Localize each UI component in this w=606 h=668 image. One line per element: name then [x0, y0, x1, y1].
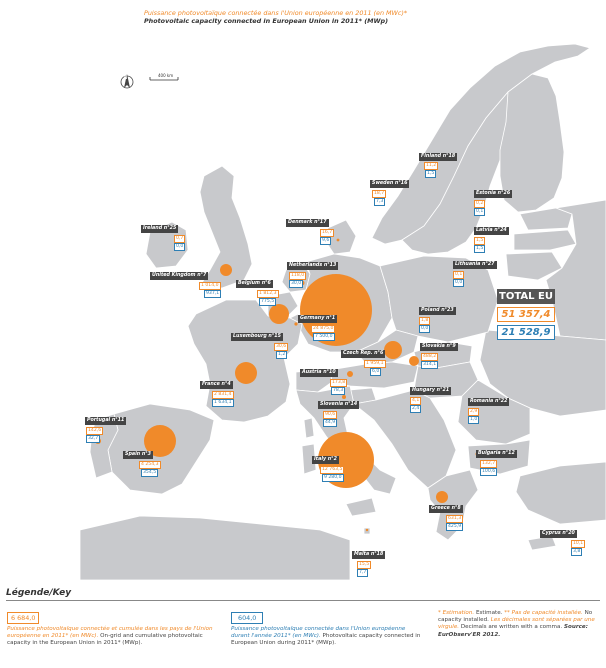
country-label: Finland n°18	[421, 154, 456, 159]
cumulated-value: 1 959,1	[366, 361, 384, 366]
cumulated-value: 0,7	[176, 236, 184, 241]
annual-value: 1,0	[470, 417, 478, 422]
annual-value: 314,1	[423, 362, 437, 367]
circle-denmark	[337, 239, 340, 242]
note-estimation-fr: * Estimation.	[438, 610, 475, 616]
country-label: Bulgaria n°12	[478, 451, 515, 456]
cumulated-value: 18,7	[374, 191, 385, 196]
country-label: Spain n°3	[125, 452, 152, 457]
compass-label: N	[124, 76, 128, 81]
note-estimation-en: Estimate.	[475, 610, 503, 616]
annual-value: 7,3	[376, 199, 384, 204]
circle-uk	[220, 264, 232, 276]
country-label: Poland n°23	[421, 308, 454, 313]
country-label: Germany n°1	[300, 316, 336, 321]
annual-value: 2,4	[412, 406, 420, 411]
country-label: Sweden n°16	[372, 181, 408, 186]
cyprus-shape	[528, 536, 556, 550]
country-label: Czech Rep. n°6	[343, 351, 384, 356]
cumulated-value: 142,6	[88, 428, 102, 433]
annual-value: 937,1	[206, 291, 220, 296]
cumulated-value: 16,7	[322, 230, 333, 235]
legend-annual-en: Photovoltaic capacity connected in European Union during 2011* (MWp).	[231, 633, 421, 647]
country-label: Estonia n°26	[476, 191, 511, 196]
cumulated-value: 173,8	[332, 380, 346, 385]
country-label: United Kingdom n°7	[152, 273, 207, 278]
legend-source: Source: EurObserv'ER 2012.	[438, 624, 588, 638]
annual-value: 6,0	[372, 369, 380, 374]
cumulated-value: 4,1	[412, 398, 420, 403]
country-label: Hungary n°21	[412, 388, 450, 393]
annual-value: 30,0	[291, 281, 302, 286]
annual-value: 0,0	[421, 326, 429, 331]
cumulated-value: 90,6	[325, 412, 336, 417]
country-label: Austria n°10	[302, 370, 336, 375]
circle-greece	[436, 491, 448, 503]
country-label: Greece n°8	[431, 506, 461, 511]
circle-france	[235, 362, 257, 384]
circle-slovakia	[409, 356, 419, 366]
cumulated-value: 2,9	[470, 409, 478, 414]
map-title-fr: Puissance photovoltaïque connectée dans l'Union européenne en 2011 (en MWc)*	[144, 9, 408, 17]
note-decimal-en: Decimals are written with a comma.	[460, 624, 563, 631]
note-noinstall-fr: ** Pas de capacité installée.	[504, 610, 583, 616]
annual-value: 78,3	[333, 388, 344, 393]
circle-malta	[366, 529, 368, 531]
circle-germany	[300, 274, 372, 346]
country-label: Italy n°2	[314, 457, 337, 462]
annual-value: 0,1	[476, 209, 484, 214]
country-label: France n°4	[202, 382, 231, 387]
cumulated-value: 1 014,0	[201, 283, 219, 288]
total-eu-label: TOTAL EU	[497, 289, 555, 304]
country-label: Lithuania n°27	[455, 262, 495, 267]
annual-value: 1,5	[476, 246, 484, 251]
note-decimal-fr: Les décimales sont séparées par une virgule.	[438, 617, 595, 631]
legend-annual-fr: Puissance photovoltaïque connectée dans l'Union européenne durant l'année 2011* (en MWc).	[231, 626, 406, 640]
annual-value: 9 280,0	[324, 475, 342, 480]
country-label: Slovakia n°9	[422, 344, 456, 349]
legend-annual-text	[231, 626, 421, 648]
legend-cumulated-fr: Puissance photovoltaïque connectée et cumulée dans les pays de l'Union européenne en 2011* (en MWc).	[7, 626, 213, 640]
annual-value: 1,2	[278, 352, 286, 357]
cumulated-value: 488,2	[423, 354, 437, 359]
total-eu-cumulated: 51 357,4	[497, 307, 555, 322]
compass-icon	[121, 74, 133, 88]
country-label: Romania n°22	[470, 399, 508, 404]
legend-cumulated-en: On-grid and cumulative photovoltaic capacity in the European Union in 2011* (MWp).	[7, 633, 203, 647]
cumulated-value: 0,1	[455, 272, 463, 277]
turkey-shape	[516, 462, 606, 524]
country-label: Cyprus n°20	[542, 531, 575, 536]
legend-swatch-annual: 604,0	[231, 612, 263, 624]
cumulated-value: 0,2	[476, 201, 484, 206]
cumulated-value: 15,5	[359, 562, 370, 567]
annual-value: 44,9	[325, 420, 336, 425]
annual-value: 100,6	[482, 469, 496, 474]
annual-value: 0,0	[455, 280, 463, 285]
country-label: Belgium n°6	[238, 281, 271, 286]
annual-value: 1 634,1	[214, 400, 232, 405]
cumulated-value: 10,1	[573, 541, 584, 546]
total-eu-annual: 21 528,9	[497, 325, 555, 340]
legend-notes	[438, 610, 604, 639]
corsica-shape	[304, 418, 314, 438]
legend-divider	[6, 600, 600, 601]
annual-value: 32,7	[88, 436, 99, 441]
cumulated-value: 631,3	[448, 516, 462, 521]
annual-value: 3,8	[573, 549, 581, 554]
legend-title: Légende/Key	[6, 588, 72, 598]
legend-cumulated-text	[7, 626, 217, 648]
total-eu-box	[497, 289, 555, 340]
country-label: Ireland n°25	[143, 226, 177, 231]
cumulated-value: 30,6	[276, 344, 287, 349]
annual-value: 7 500,0	[315, 334, 333, 339]
north-africa-shape	[80, 516, 350, 580]
cumulated-value: 1 812,3	[259, 291, 277, 296]
annual-value: 775,5	[261, 299, 275, 304]
cumulated-value: 1,8	[421, 318, 429, 323]
country-label: Luxembourg n°15	[233, 334, 281, 339]
circle-slovenia	[342, 395, 346, 399]
annual-value: 7,7	[359, 570, 367, 575]
legend-swatch-cumulated: 6 684,0	[7, 612, 39, 624]
country-label: Denmark n°17	[288, 220, 327, 225]
sicily-shape	[346, 498, 376, 516]
map-title-en: Photovoltaic capacity connected in European Union in 2011* (MWp)	[144, 17, 389, 25]
annual-value: 425,9	[448, 524, 462, 529]
cumulated-value: 118,0	[291, 273, 305, 278]
cumulated-value: 1,5	[476, 238, 484, 243]
cumulated-value: 4 254,3	[141, 462, 159, 467]
country-label: Malta n°18	[354, 552, 384, 557]
country-label: Portugal n°11	[87, 418, 125, 423]
cumulated-value: 11,2	[426, 163, 437, 168]
scale-label: 400 km	[158, 73, 174, 78]
circle-belgium	[269, 304, 289, 324]
note-noinstall-en: No capacity installed.	[438, 610, 593, 624]
latvia-shape	[514, 230, 576, 250]
circle-czech	[384, 341, 402, 359]
cumulated-value: 132,7	[482, 461, 496, 466]
cumulated-value: 2 831,4	[214, 392, 232, 397]
annual-value: 0,0	[176, 244, 184, 249]
country-label: Netherlands n°13	[289, 263, 337, 268]
circle-austria	[347, 371, 353, 377]
country-label: Latvia n°24	[476, 228, 507, 233]
country-label: Slovenia n°14	[320, 402, 358, 407]
cumulated-value: 12 763,5	[322, 467, 343, 472]
cumulated-value: 24 875,0	[313, 326, 334, 331]
annual-value: 1,5	[427, 171, 435, 176]
annual-value: 354,5	[143, 470, 157, 475]
annual-value: 9,6	[322, 238, 330, 243]
